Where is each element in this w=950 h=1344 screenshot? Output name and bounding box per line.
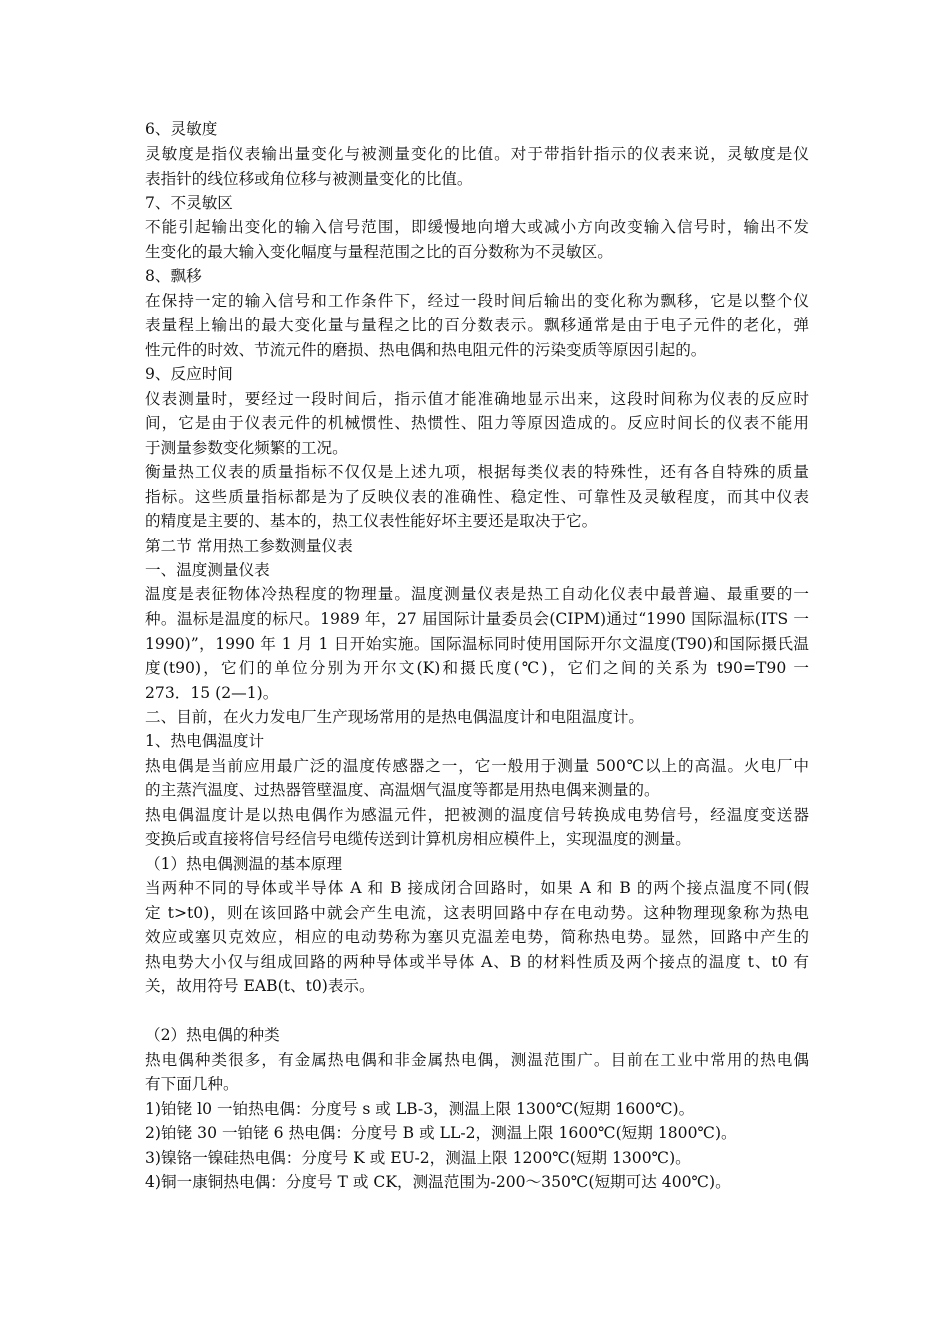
paragraph-line: 于测量参数变化频繁的工况。 [145,439,348,457]
paragraph-line: 273．15 (2—1)。 [145,684,279,702]
section-title: 第二节 常用热工参数测量仪表 [145,537,353,555]
subsection-title: 一、温度测量仪表 [145,561,270,579]
paragraph-line: 的主蒸汽温度、过热器管壁温度、高温烟气温度等都是用热电偶来测量的。 [145,781,660,799]
paragraph-line: 变换后或直接将信号经信号电缆传送到计算机房相应模件上，实现温度的测量。 [145,830,691,848]
paragraph-line: 热电偶温度计是以热电偶作为感温元件，把被测的温度信号转换成电势信号，经温度变送器 [145,806,809,824]
paragraph-line: 不能引起输出变化的输入信号范围，即缓慢地向增大或减小方向改变输入信号时，输出不发 [145,218,809,236]
paragraph-line: 性元件的时效、节流元件的磨损、热电偶和热电阻元件的污染变质等原因引起的。 [145,341,707,359]
heading-response-time: 9、反应时间 [145,365,233,383]
paragraph-line: 效应或塞贝克效应，相应的电动势称为塞贝克温差电势，简称热电势。显然，回路中产生的 [145,928,809,946]
paragraph-line: 有下面几种。 [145,1075,239,1093]
list-item: 1)铂铑 l0 一铂热电偶：分度号 s 或 LB-3，测温上限 1300℃(短期 1600℃)。 [145,1100,695,1118]
paragraph-line: 度(t90)，它们的单位分别为开尔文(K)和摄氏度(℃)，它们之间的关系为 t90=T90 一 [145,659,809,677]
heading-dead-zone: 7、不灵敏区 [145,194,233,212]
heading-sensitivity: 6、灵敏度 [145,120,218,138]
list-item: 3)镍铬一镍硅热电偶：分度号 K 或 EU-2，测温上限 1200℃(短期 1300℃)。 [145,1149,691,1167]
heading-types: （2）热电偶的种类 [145,1026,280,1044]
paragraph-line: 表量程上输出的最大变化量与量程之比的百分数表示。飘移通常是由于电子元件的老化，弹 [145,316,809,334]
paragraph-line: 1990)”，1990 年 1 月 1 日开始实施。国际温标同时使用国际开尔文温度(T90)和国际摄氏温 [145,635,809,653]
heading-drift: 8、飘移 [145,267,202,285]
paragraph-line: 灵敏度是指仪表输出量变化与被测量变化的比值。对于带指针指示的仪表来说，灵敏度是仪 [145,145,809,163]
paragraph-line: 仪表测量时，要经过一段时间后，指示值才能准确地显示出来，这段时间称为仪表的反应时 [145,390,809,408]
paragraph-line: 间，它是由于仪表元件的机械惯性、热惯性、阻力等原因造成的。反应时间长的仪表不能用 [145,414,809,432]
paragraph-line: 热电偶是当前应用最广泛的温度传感器之一，它一般用于测量 500℃以上的高温。火电厂中 [145,757,809,775]
paragraph-line: 温度是表征物体冷热程度的物理量。温度测量仪表是热工自动化仪表中最普遍、最重要的一 [145,585,809,603]
list-item: 2)铂铑 30 一铂铑 6 热电偶：分度号 B 或 LL-2，测温上限 1600℃(短期 1800℃)。 [145,1124,737,1142]
paragraph-line: 在保持一定的输入信号和工作条件下，经过一段时间后输出的变化称为飘移，它是以整个仪 [145,292,809,310]
paragraph-line: 表指针的线位移或角位移与被测量变化的比值。 [145,170,473,188]
heading-thermocouple: 1、热电偶温度计 [145,732,265,750]
list-item: 4)铜一康铜热电偶：分度号 T 或 CK，测温范围为-200～350℃(短期可达 400℃)。 [145,1173,731,1191]
heading-principle: （1）热电偶测温的基本原理 [145,855,343,873]
paragraph-line: 种。温标是温度的标尺。1989 年，27 届国际计量委员会(CIPM)通过“1990 国际温标(ITS 一 [145,610,809,628]
paragraph-line: 生变化的最大输入变化幅度与量程范围之比的百分数称为不灵敏区。 [145,243,613,261]
paragraph-line: 当两种不同的导体或半导体 A 和 B 接成闭合回路时，如果 A 和 B 的两个接点温度不同(假 [145,879,809,897]
paragraph-line: 定 t>t0)，则在该回路中就会产生电流，这表明回路中存在电动势。这种物理现象称为热电 [145,904,809,922]
paragraph-line: 指标。这些质量指标都是为了反映仪表的准确性、稳定性、可靠性及灵敏程度，而其中仪表 [145,488,809,506]
paragraph-line: 衡量热工仪表的质量指标不仅仅是上述九项，根据每类仪表的特殊性，还有各自特殊的质量 [145,463,809,481]
paragraph-line: 二、目前，在火力发电厂生产现场常用的是热电偶温度计和电阻温度计。 [145,708,645,726]
paragraph-line: 关，故用符号 EAB(t、t0)表示。 [145,977,375,995]
paragraph-line: 的精度是主要的、基本的，热工仪表性能好坏主要还是取决于它。 [145,512,598,530]
paragraph-line: 热电势大小仅与组成回路的两种导体或半导体 A、B 的材料性质及两个接点的温度 t、t0 有 [145,953,809,971]
paragraph-line: 热电偶种类很多，有金属热电偶和非金属热电偶，测温范围广。目前在工业中常用的热电偶 [145,1051,809,1069]
